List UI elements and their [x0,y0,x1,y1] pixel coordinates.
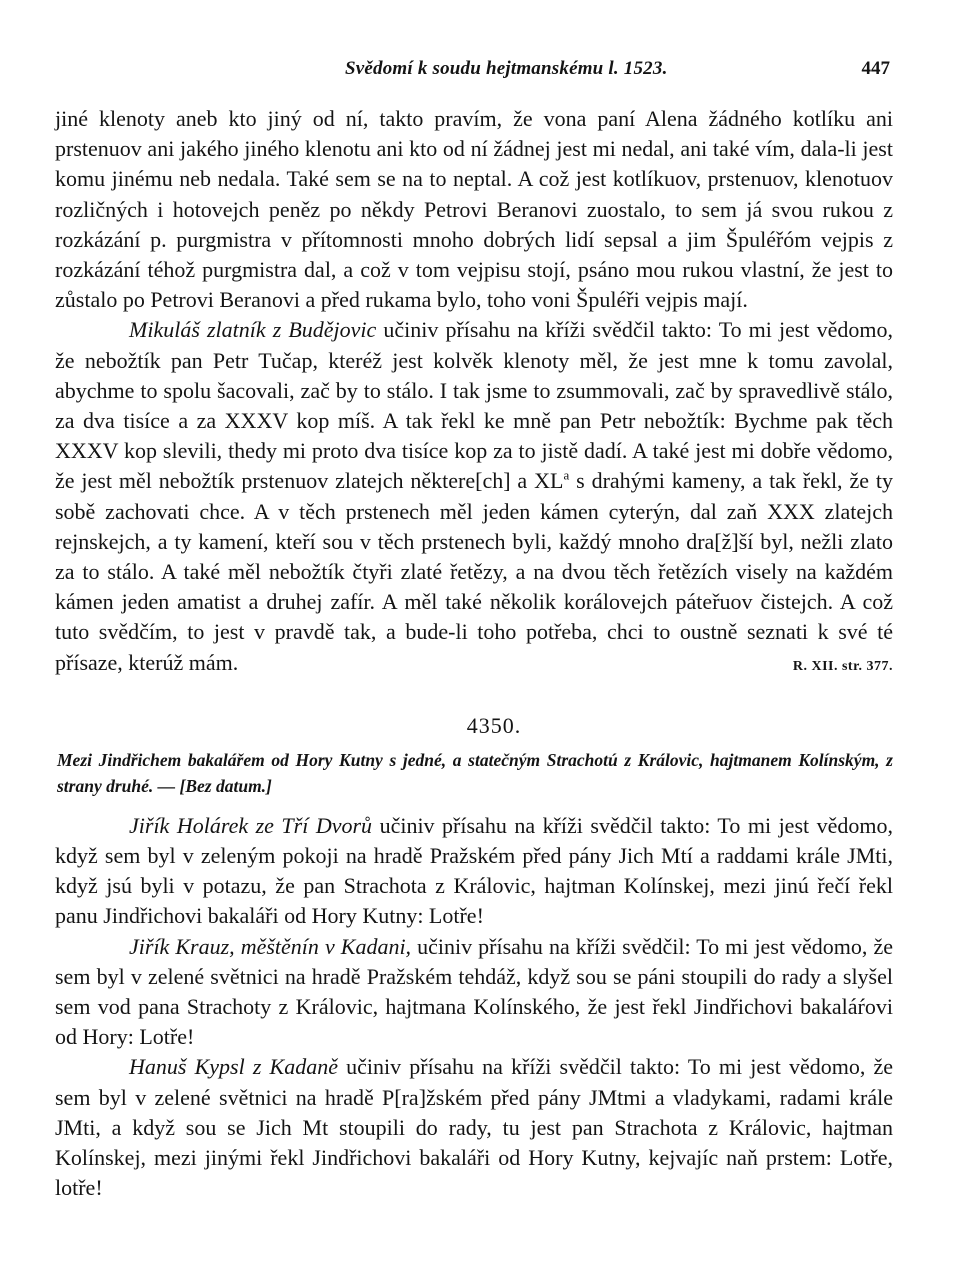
testimony-text: učiniv přísahu na kříži svědčil takto: To mi jest vědomo, že nebožtík pan Petr Tučap, kteréž jest kolvěk klenoty měl, že jest mne k tomu zavolal, abychme to spolu šacovali, zač by to stálo. I tak jsme to zsummovali, zač by spravedlivě stálo, za dva tisíce a za XXXV kop míš. A tak řekl ke mně pan Petr nebožtík: Bychme pak těch XXXV kop slevili, thedy mi proto dva tisíce kop za to jistě dadí. A také jest mi dobře vědomo, že jest měl nebožtík prstenuov zlatejch některe[ch] a XL [55,317,893,494]
document-regest: Mezi Jindřichem bakalářem od Hory Kutny s jedné, a statečným Strachotú z Královic, hajtmanem Kolínským, z strany druhé. — [Bez datum.] [57,749,893,796]
witness-name: Jiřík Krauz, měštěnín v Kadani, [129,933,412,959]
page-number: 447 [861,58,890,79]
testimony-text: učiniv přísahu na kříži svědčil takto: To mi jest vědomo, když sem byl v zeleným pokoji na hradě Pražském před pány Jich Mtí a raddami krále JMti, když jsú byli v potazu, že pan Strachota z Královic, hajtman Kolínskej, mezi jinú řečí řekl panu Jindřichovi bakaláři od Hory Kutny: Lotře! [55,812,893,929]
page-body [55,104,893,1204]
testimony-paragraph [55,932,893,1053]
testimony-text: učiniv přísahu na kříži svědčil: To mi jest vědomo, že sem byl v zelené světnici na hradě Pražském tehdáž, když sou se páni stoupili do rady a slyšel sem vod pana Strachoty z Královic, hajtmana Kolínského, že jest řekl Jindřichovi bakaláŕovi od Hory: Lotře! [55,933,893,1050]
testimony-text: učiniv přísahu na kříži svědčil takto: To mi jest vědomo, že sem byl v zelené světnici na hradě P[ra]žském před pány JMtmi a vladykami, radami krále JMti, a když sou se Jich Mt stoupili do rady, tu jest pan Strachota z Královic, hajtman Kolínskej, mezi jinými řekl Jindřichovi bakaláři od Hory Kutny, kejvajíc naň prstem: Lotře, lotře! [55,1054,894,1201]
witness-name: Hanuš Kypsl z Kadaně [129,1054,338,1080]
paragraph-text: jiné klenoty aneb kto jiný od ní, takto pravím, že vona paní Alena žádného kotlíku ani prstenuov ani jakého jiného klenotu ani kto od ní žádnej jest mi nedal, ani také vím, dala-li jest komu jinému neb nedala. Také sem se na to neptal. A což jest kotlíkuov, prstenuov, klenotuov rozličných i hotovejch peněz po někdy Petrovi Beranovi zuostalo, to sem já svou rukou z rozkázání p. purgmistra v přítomnosti mnoho dobrých lidí sepsal a jim Špuléřóm vejpis z rozkázání téhož purgmistra dal, a což v tom vejpisu stojí, psáno mou rukou vlastní, že jest to zůstalo po Petrovi Beranovi a před rukama bylo, toho voni Špuléři vejpis mají. [55,106,893,313]
testimony-paragraph [55,1052,893,1203]
testimony-text: s drahými kameny, a tak řekl, že ty sobě zachovati chce. A v těch prstenech měl jeden kámen cyterýn, dal zaň XXX zlatejch rejnskejch, a ty kamení, kteří sou v těch prstenech byli, každý mnoho dra[ž]ší byl, nežli zlato za to stálo. A také měl nebožtík čtyři zlaté řetězy, a na dvou těch řetězích visely na každém kámen jeden amatist a druhej zafír. A měl také několik korálovejch páteřuov čistejch. A což tuto svědčím, to jest v pravdě tak, a bude-li toho potřeba, chci to oustně seznati k své té přísaze, kterúž mám. [55,468,893,675]
running-title: Svědomí k soudu hejtmanskému l. 1523. [345,58,668,79]
witness-name: Jiřík Holárek ze Tří Dvorů [129,812,373,838]
testimony-paragraph [55,315,893,677]
source-reference: R. XII. str. 377. [792,658,893,674]
superscript-mark: a [563,468,570,484]
document-number: 4350. [466,712,522,738]
running-head [55,58,890,88]
testimony-paragraph [55,811,893,932]
witness-name: Mikuláš zlatník z Budějovic [129,317,377,343]
paragraph-continuation [55,104,893,315]
